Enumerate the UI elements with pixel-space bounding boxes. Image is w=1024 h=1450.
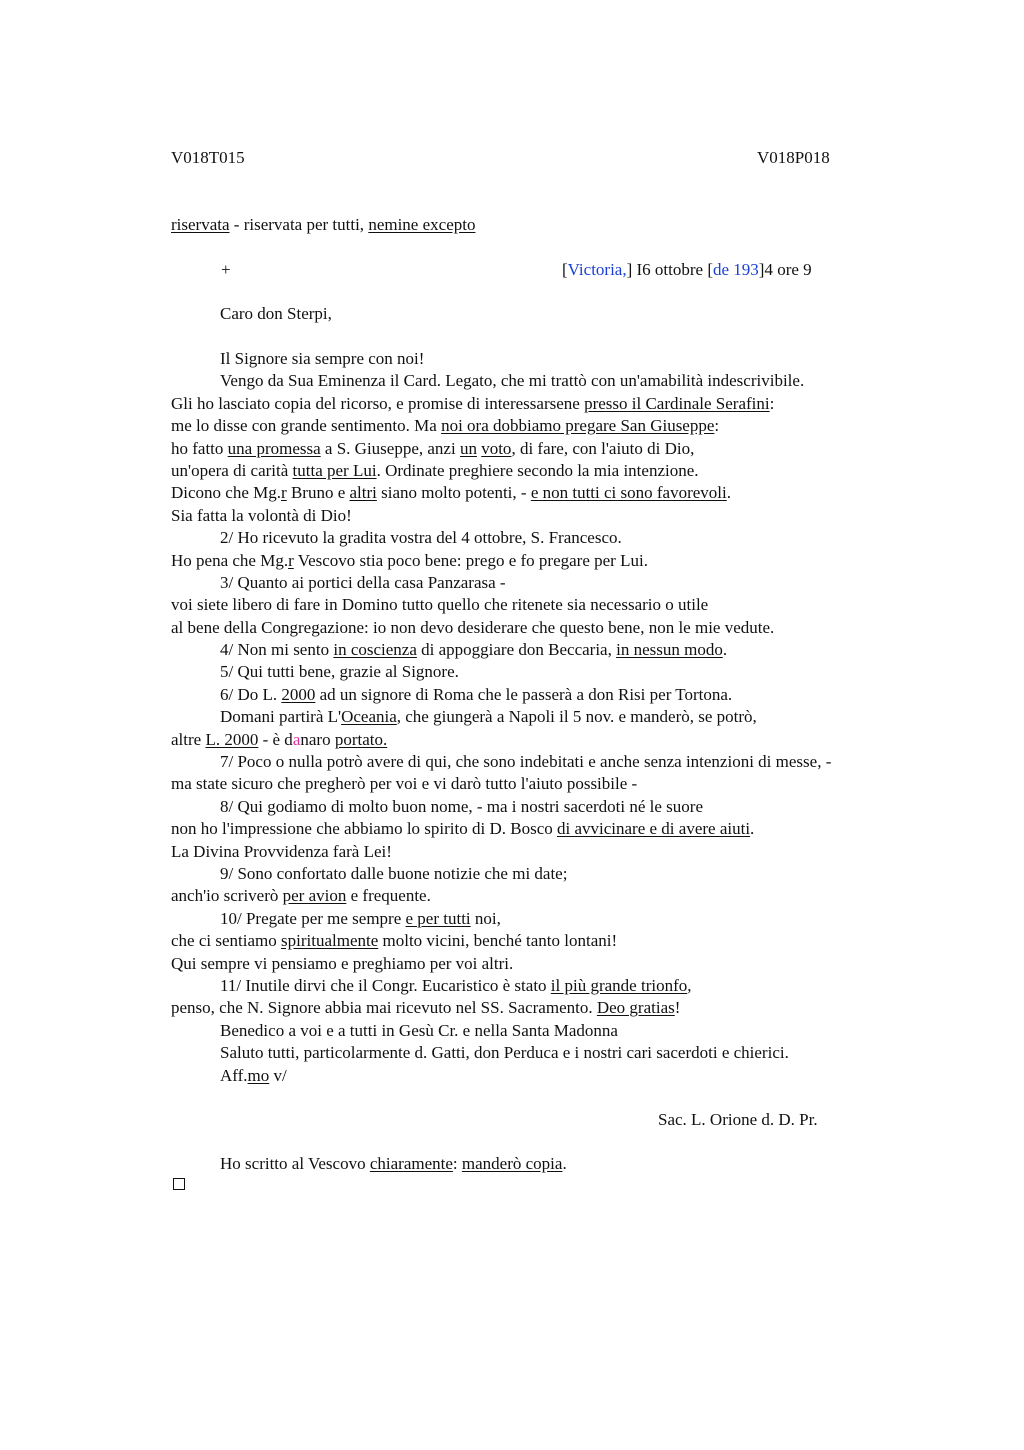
body-line: al bene della Congregazione: io non devo desiderare che questo bene, non le mie vedute.: [171, 617, 775, 637]
dateline: [Victoria,] I6 ottobre [de 193]4 ore 9: [562, 260, 812, 279]
header-right-code: V018P018: [757, 148, 830, 167]
body-line: Il Signore sia sempre con noi!: [220, 349, 425, 368]
body-line: Ho pena che Mg.r Vescovo stia poco bene: prego e fo pregare per Lui.: [171, 550, 648, 570]
body-line: Qui sempre vi pensiamo e preghiamo per voi altri.: [171, 953, 514, 973]
body-line: Vengo da Sua Eminenza il Card. Legato, che mi trattò con un'amabilità indescrivibile.: [220, 371, 805, 391]
body-line: un'opera di carità tutta per Lui. Ordinate preghiere secondo la mia intenzione.: [171, 460, 699, 480]
body-line: ho fatto una promessa a S. Giuseppe, anzi un voto, di fare, con l'aiuto di Dio,: [171, 438, 695, 458]
body-line: 11/ Inutile dirvi che il Congr. Eucaristico è stato il più grande trionfo,: [220, 975, 692, 995]
body-line: 7/ Poco o nulla potrò avere di qui, che sono indebitati e anche senza intenzioni di messe, -: [220, 752, 832, 772]
signature: Sac. L. Orione d. D. Pr.: [658, 1110, 818, 1129]
body-line: 8/ Qui godiamo di molto buon nome, - ma i nostri sacerdoti né le suore: [220, 796, 703, 816]
body-line: 4/ Non mi sento in coscienza di appoggiare don Beccaria, in nessun modo.: [220, 640, 728, 660]
body-line: Sia fatta la volontà di Dio!: [171, 505, 352, 525]
body-line: 6/ Do L. 2000 ad un signore di Roma che le passerà a don Risi per Tortona.: [220, 684, 733, 704]
subject-nemine: nemine excepto: [368, 215, 476, 234]
body-line: me lo disse con grande sentimento. Ma noi ora dobbiamo pregare San Giuseppe:: [171, 416, 720, 436]
postscript: Ho scritto al Vescovo chiaramente: manderò copia.: [220, 1154, 567, 1173]
body-line: Saluto tutti, particolarmente d. Gatti, don Perduca e i nostri cari sacerdoti e chierici.: [220, 1043, 789, 1063]
body-line: 3/ Quanto ai portici della casa Panzarasa -: [220, 572, 506, 592]
subject-mid: - riservata per tutti,: [229, 215, 369, 234]
highlighted-letter: a: [292, 729, 301, 749]
body-line: non ho l'impressione che abbiamo lo spirito di D. Bosco di avvicinare e di avere aiuti.: [171, 819, 755, 839]
subject-line: [171, 214, 475, 236]
letter-body: [171, 348, 931, 1087]
salutation: Caro don Sterpi,: [220, 304, 332, 323]
body-line: 5/ Qui tutti bene, grazie al Signore.: [220, 662, 459, 682]
body-line: penso, che N. Signore abbia mai ricevuto nel SS. Sacramento. Deo gratias!: [171, 998, 681, 1018]
end-square-icon: [173, 1178, 185, 1190]
body-line: anch'io scriverò per avion e frequente.: [171, 886, 431, 906]
body-line: Aff.mo v/: [220, 1065, 287, 1085]
cross-mark: +: [221, 260, 231, 279]
body-line: Dicono che Mg.r Bruno e altri siano molto potenti, - e non tutti ci sono favorevoli.: [171, 483, 731, 503]
body-line: che ci sentiamo spiritualmente molto vicini, benché tanto lontani!: [171, 931, 618, 951]
body-line: 2/ Ho ricevuto la gradita vostra del 4 ottobre, S. Francesco.: [220, 528, 622, 548]
body-line: 10/ Pregate per me sempre e per tutti noi,: [220, 908, 501, 928]
dateline-place: Victoria,: [567, 260, 627, 279]
body-line: ma state sicuro che pregherò per voi e vi darò tutto l'aiuto possibile -: [171, 774, 638, 794]
body-line: Gli ho lasciato copia del ricorso, e promise di interessarsene presso il Cardinale Serafini:: [171, 393, 775, 413]
subject-riservata: riservata: [171, 215, 230, 234]
body-line: altre L. 2000 - è danaro portato.: [171, 729, 388, 749]
body-line: 9/ Sono confortato dalle buone notizie che mi date;: [220, 863, 568, 883]
dateline-year-prefix: de 193: [713, 260, 759, 279]
body-line: La Divina Provvidenza farà Lei!: [171, 841, 392, 861]
body-line: Benedico a voi e a tutti in Gesù Cr. e nella Santa Madonna: [220, 1020, 618, 1040]
body-line: Domani partirà L'Oceania, che giungerà a Napoli il 5 nov. e manderò, se potrò,: [220, 707, 757, 727]
body-line: voi siete libero di fare in Domino tutto quello che ritenete sia necessario o utile: [171, 595, 709, 615]
header-left-code: V018T015: [171, 148, 245, 167]
